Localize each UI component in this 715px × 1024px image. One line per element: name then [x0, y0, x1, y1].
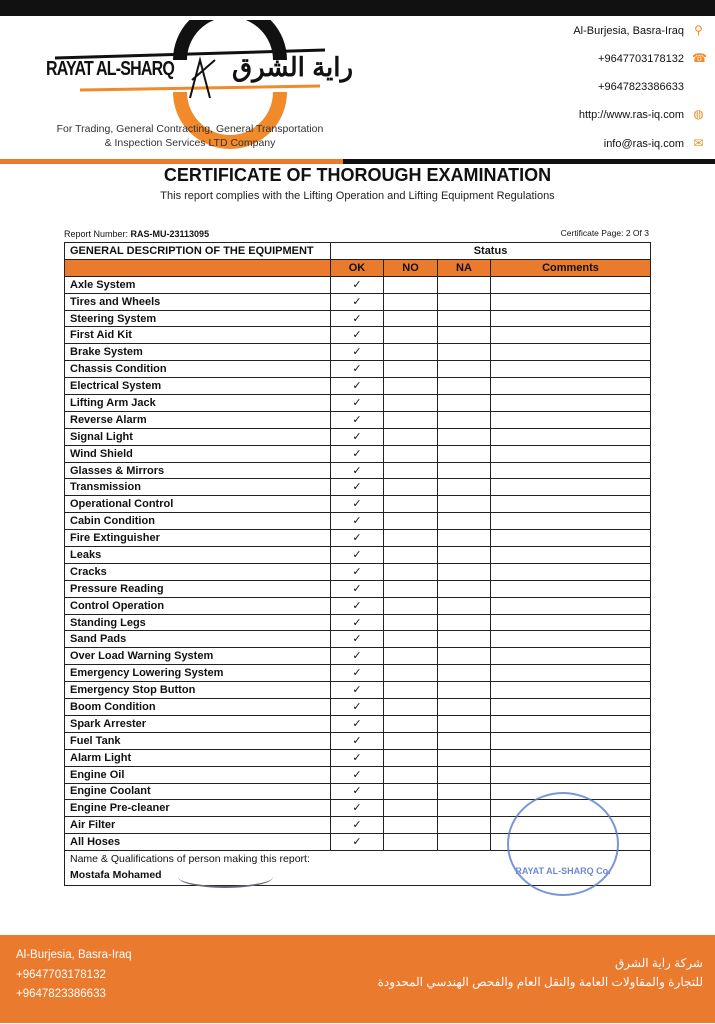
comments-cell: [491, 715, 651, 732]
table-row: [65, 310, 651, 327]
footer: [0, 935, 715, 1023]
ok-check: ✓: [331, 428, 384, 445]
comments-cell: [491, 310, 651, 327]
na-cell: [438, 428, 491, 445]
ok-check: ✓: [331, 749, 384, 766]
na-cell: [438, 580, 491, 597]
comments-cell: [491, 462, 651, 479]
no-cell: [384, 732, 438, 749]
no-cell: [384, 378, 438, 395]
comments-cell: [491, 293, 651, 310]
report-number-label: Report Number:: [64, 229, 131, 239]
envelope-icon: ✉: [693, 136, 704, 150]
comments-cell: [491, 276, 651, 293]
no-cell: [384, 597, 438, 614]
table-row: [65, 378, 651, 395]
comments-cell: [491, 563, 651, 580]
equipment-item: Signal Light: [65, 428, 331, 445]
no-cell: [384, 496, 438, 513]
equipment-item: Air Filter: [65, 817, 331, 834]
no-cell: [384, 699, 438, 716]
na-cell: [438, 665, 491, 682]
equipment-item: Reverse Alarm: [65, 411, 331, 428]
equipment-item: All Hoses: [65, 834, 331, 851]
na-cell: [438, 766, 491, 783]
na-cell: [438, 749, 491, 766]
na-cell: [438, 783, 491, 800]
na-cell: [438, 276, 491, 293]
ok-check: ✓: [331, 310, 384, 327]
table-row: [65, 496, 651, 513]
equipment-item: Lifting Arm Jack: [65, 395, 331, 412]
equipment-item: Steering System: [65, 310, 331, 327]
no-cell: [384, 462, 438, 479]
equipment-item: First Aid Kit: [65, 327, 331, 344]
table-row: [65, 614, 651, 631]
no-cell: [384, 361, 438, 378]
comments-cell: [491, 699, 651, 716]
ok-check: ✓: [331, 496, 384, 513]
ok-check: ✓: [331, 648, 384, 665]
table-row: [65, 293, 651, 310]
equipment-item: Brake System: [65, 344, 331, 361]
contact-text: Al-Burjesia, Basra-Iraq: [573, 24, 684, 37]
equipment-item: Standing Legs: [65, 614, 331, 631]
na-cell: [438, 682, 491, 699]
no-cell: [384, 834, 438, 851]
ok-check: ✓: [331, 665, 384, 682]
no-cell: [384, 547, 438, 564]
contact-address: [573, 24, 705, 37]
comments-cell: [491, 513, 651, 530]
divider-orange: [0, 159, 343, 164]
contact-website[interactable]: [579, 108, 705, 121]
signature: [178, 866, 273, 888]
comments-cell: [491, 766, 651, 783]
comments-cell: [491, 648, 651, 665]
na-cell: [438, 496, 491, 513]
column-no: NO: [384, 259, 438, 276]
examination-table: [64, 242, 651, 886]
equipment-item: Pressure Reading: [65, 580, 331, 597]
contact-email[interactable]: [604, 137, 705, 150]
na-cell: [438, 597, 491, 614]
comments-cell: [491, 682, 651, 699]
equipment-item: Engine Coolant: [65, 783, 331, 800]
footer-arabic-desc: للتجارة والمقاولات العامة والنقل العام والفحص الهندسي المحدودة: [377, 975, 703, 989]
inspector-name: Mostafa Mohamed: [70, 869, 162, 882]
ok-check: ✓: [331, 682, 384, 699]
brand-name: RAYAT AL-SHARQ: [46, 58, 175, 80]
table-row: [65, 445, 651, 462]
no-cell: [384, 327, 438, 344]
ok-check: ✓: [331, 513, 384, 530]
no-cell: [384, 783, 438, 800]
footer-arabic: [378, 954, 703, 992]
equipment-item: Axle System: [65, 276, 331, 293]
equipment-item: Fire Extinguisher: [65, 530, 331, 547]
no-cell: [384, 665, 438, 682]
na-cell: [438, 530, 491, 547]
table-row: [65, 631, 651, 648]
no-cell: [384, 344, 438, 361]
no-cell: [384, 715, 438, 732]
comments-cell: [491, 445, 651, 462]
comments-cell: [491, 496, 651, 513]
equipment-item: Emergency Lowering System: [65, 665, 331, 682]
table-row: [65, 462, 651, 479]
comments-cell: [491, 530, 651, 547]
ok-check: ✓: [331, 462, 384, 479]
ok-check: ✓: [331, 800, 384, 817]
ok-check: ✓: [331, 530, 384, 547]
table-row: [65, 361, 651, 378]
ok-check: ✓: [331, 479, 384, 496]
column-comments: Comments: [491, 259, 651, 276]
ok-check: ✓: [331, 395, 384, 412]
contact-text: +9647703178132: [598, 52, 684, 65]
na-cell: [438, 699, 491, 716]
equipment-item: Glasses & Mirrors: [65, 462, 331, 479]
tagline-line: & Inspection Services LTD Company: [104, 137, 276, 149]
equipment-item: Cabin Condition: [65, 513, 331, 530]
ok-check: ✓: [331, 834, 384, 851]
table-row: [65, 411, 651, 428]
ok-check: ✓: [331, 597, 384, 614]
no-cell: [384, 563, 438, 580]
na-cell: [438, 293, 491, 310]
comments-cell: [491, 378, 651, 395]
ok-check: ✓: [331, 344, 384, 361]
comments-cell: [491, 597, 651, 614]
ok-check: ✓: [331, 580, 384, 597]
no-cell: [384, 614, 438, 631]
na-cell: [438, 800, 491, 817]
comments-cell: [491, 361, 651, 378]
ok-check: ✓: [331, 631, 384, 648]
ok-check: ✓: [331, 361, 384, 378]
na-cell: [438, 462, 491, 479]
no-cell: [384, 749, 438, 766]
table-row: [65, 513, 651, 530]
na-cell: [438, 445, 491, 462]
certificate-subtitle: This report complies with the Lifting Operation and Lifting Equipment Regulations: [160, 190, 555, 202]
table-row: [65, 732, 651, 749]
ok-check: ✓: [331, 411, 384, 428]
table-row: [65, 749, 651, 766]
equipment-item: Alarm Light: [65, 749, 331, 766]
phone-icon: ☎: [692, 51, 707, 65]
ok-check: ✓: [331, 715, 384, 732]
na-cell: [438, 648, 491, 665]
equipment-item: Control Operation: [65, 597, 331, 614]
na-cell: [438, 411, 491, 428]
comments-cell: [491, 411, 651, 428]
no-cell: [384, 428, 438, 445]
email-link[interactable]: info@ras-iq.com: [603, 137, 684, 150]
comments-cell: [491, 344, 651, 361]
no-cell: [384, 310, 438, 327]
equipment-item: Sand Pads: [65, 631, 331, 648]
divider-black: [343, 159, 715, 164]
equipment-item: Spark Arrester: [65, 715, 331, 732]
header-blank: [65, 259, 331, 276]
comments-cell: [491, 327, 651, 344]
column-na: NA: [438, 259, 491, 276]
no-cell: [384, 276, 438, 293]
report-number-value: RAS-MU-23113095: [130, 229, 210, 239]
na-cell: [438, 834, 491, 851]
table-row: [65, 665, 651, 682]
na-cell: [438, 344, 491, 361]
no-cell: [384, 395, 438, 412]
location-pin-icon: ⚲: [694, 23, 703, 37]
ok-check: ✓: [331, 699, 384, 716]
no-cell: [384, 766, 438, 783]
tagline-line: For Trading, General Contracting, General Transportation: [56, 123, 324, 135]
table-row: [65, 479, 651, 496]
stamp-text: RAYAT AL-SHARQ Co.: [515, 866, 611, 876]
comments-cell: [491, 631, 651, 648]
comments-cell: [491, 749, 651, 766]
table-row: [65, 327, 651, 344]
ok-check: ✓: [331, 766, 384, 783]
ok-check: ✓: [331, 547, 384, 564]
equipment-item: Leaks: [65, 547, 331, 564]
column-header-row: [65, 259, 651, 276]
equipment-item: Engine Pre-cleaner: [65, 800, 331, 817]
na-cell: [438, 310, 491, 327]
top-bar: [0, 0, 715, 16]
no-cell: [384, 530, 438, 547]
footer-arabic-name: شركة راية الشرق: [614, 956, 703, 970]
certificate-page: Certificate Page: 2 Of 3: [560, 228, 649, 238]
no-cell: [384, 817, 438, 834]
no-cell: [384, 293, 438, 310]
no-cell: [384, 648, 438, 665]
no-cell: [384, 580, 438, 597]
ok-check: ✓: [331, 783, 384, 800]
tagline: [40, 122, 340, 150]
no-cell: [384, 479, 438, 496]
brand-name-arabic: راية الشرق: [232, 52, 354, 82]
certificate-title: CERTIFICATE OF THOROUGH EXAMINATION: [163, 165, 552, 185]
contact-phone-2: [598, 80, 705, 93]
comments-cell: [491, 547, 651, 564]
table-row: [65, 563, 651, 580]
ok-check: ✓: [331, 614, 384, 631]
equipment-item: Fuel Tank: [65, 732, 331, 749]
equipment-item: Emergency Stop Button: [65, 682, 331, 699]
globe-icon: ◍: [693, 107, 704, 121]
equipment-item: Engine Oil: [65, 766, 331, 783]
no-cell: [384, 411, 438, 428]
ok-check: ✓: [331, 378, 384, 395]
contact-phone-1: [598, 52, 705, 65]
spacer: [692, 80, 705, 93]
table-row: [65, 276, 651, 293]
table-row: [65, 344, 651, 361]
inspector-label: Name & Qualifications of person making this report:: [70, 853, 310, 866]
no-cell: [384, 631, 438, 648]
table-row: [65, 715, 651, 732]
website-link[interactable]: http://www.ras-iq.com: [578, 108, 684, 121]
na-cell: [438, 614, 491, 631]
column-ok: OK: [331, 259, 384, 276]
report-number: [64, 229, 209, 239]
table-row: [65, 428, 651, 445]
equipment-item: Transmission: [65, 479, 331, 496]
table-row: [65, 547, 651, 564]
comments-cell: [491, 428, 651, 445]
comments-cell: [491, 479, 651, 496]
na-cell: [438, 327, 491, 344]
na-cell: [438, 395, 491, 412]
footer-phone: +9647823386633: [16, 988, 106, 1000]
na-cell: [438, 361, 491, 378]
no-cell: [384, 682, 438, 699]
table-row: [65, 682, 651, 699]
na-cell: [438, 732, 491, 749]
comments-cell: [491, 614, 651, 631]
na-cell: [438, 378, 491, 395]
comments-cell: [491, 665, 651, 682]
na-cell: [438, 631, 491, 648]
ok-check: ✓: [331, 817, 384, 834]
comments-cell: [491, 580, 651, 597]
footer-phone: +9647703178132: [16, 968, 106, 981]
table-row: [65, 395, 651, 412]
na-cell: [438, 817, 491, 834]
ok-check: ✓: [331, 327, 384, 344]
equipment-item: Boom Condition: [65, 699, 331, 716]
no-cell: [384, 445, 438, 462]
table-row: [65, 597, 651, 614]
header-description: GENERAL DESCRIPTION OF THE EQUIPMENT: [65, 243, 331, 260]
equipment-item: Tires and Wheels: [65, 293, 331, 310]
na-cell: [438, 715, 491, 732]
table-row: [65, 699, 651, 716]
equipment-item: Cracks: [65, 563, 331, 580]
ok-check: ✓: [331, 293, 384, 310]
comments-cell: [491, 732, 651, 749]
table-row: [65, 648, 651, 665]
footer-address: Al-Burjesia, Basra-Iraq: [16, 949, 132, 961]
no-cell: [384, 513, 438, 530]
footer-contact: [16, 946, 132, 1005]
table-header-row: [65, 243, 651, 260]
na-cell: [438, 479, 491, 496]
na-cell: [438, 547, 491, 564]
equipment-item: Electrical System: [65, 378, 331, 395]
equipment-item: Wind Shield: [65, 445, 331, 462]
na-cell: [438, 563, 491, 580]
table-row: [65, 766, 651, 783]
table-row: [65, 580, 651, 597]
ok-check: ✓: [331, 445, 384, 462]
comments-cell: [491, 395, 651, 412]
ok-check: ✓: [331, 732, 384, 749]
table-row: [65, 530, 651, 547]
header-status: Status: [331, 243, 651, 260]
equipment-item: Chassis Condition: [65, 361, 331, 378]
company-stamp: [507, 792, 619, 896]
ok-check: ✓: [331, 563, 384, 580]
ok-check: ✓: [331, 276, 384, 293]
no-cell: [384, 800, 438, 817]
equipment-item: Over Load Warning System: [65, 648, 331, 665]
equipment-item: Operational Control: [65, 496, 331, 513]
contact-text: +9647823386633: [598, 80, 684, 93]
na-cell: [438, 513, 491, 530]
